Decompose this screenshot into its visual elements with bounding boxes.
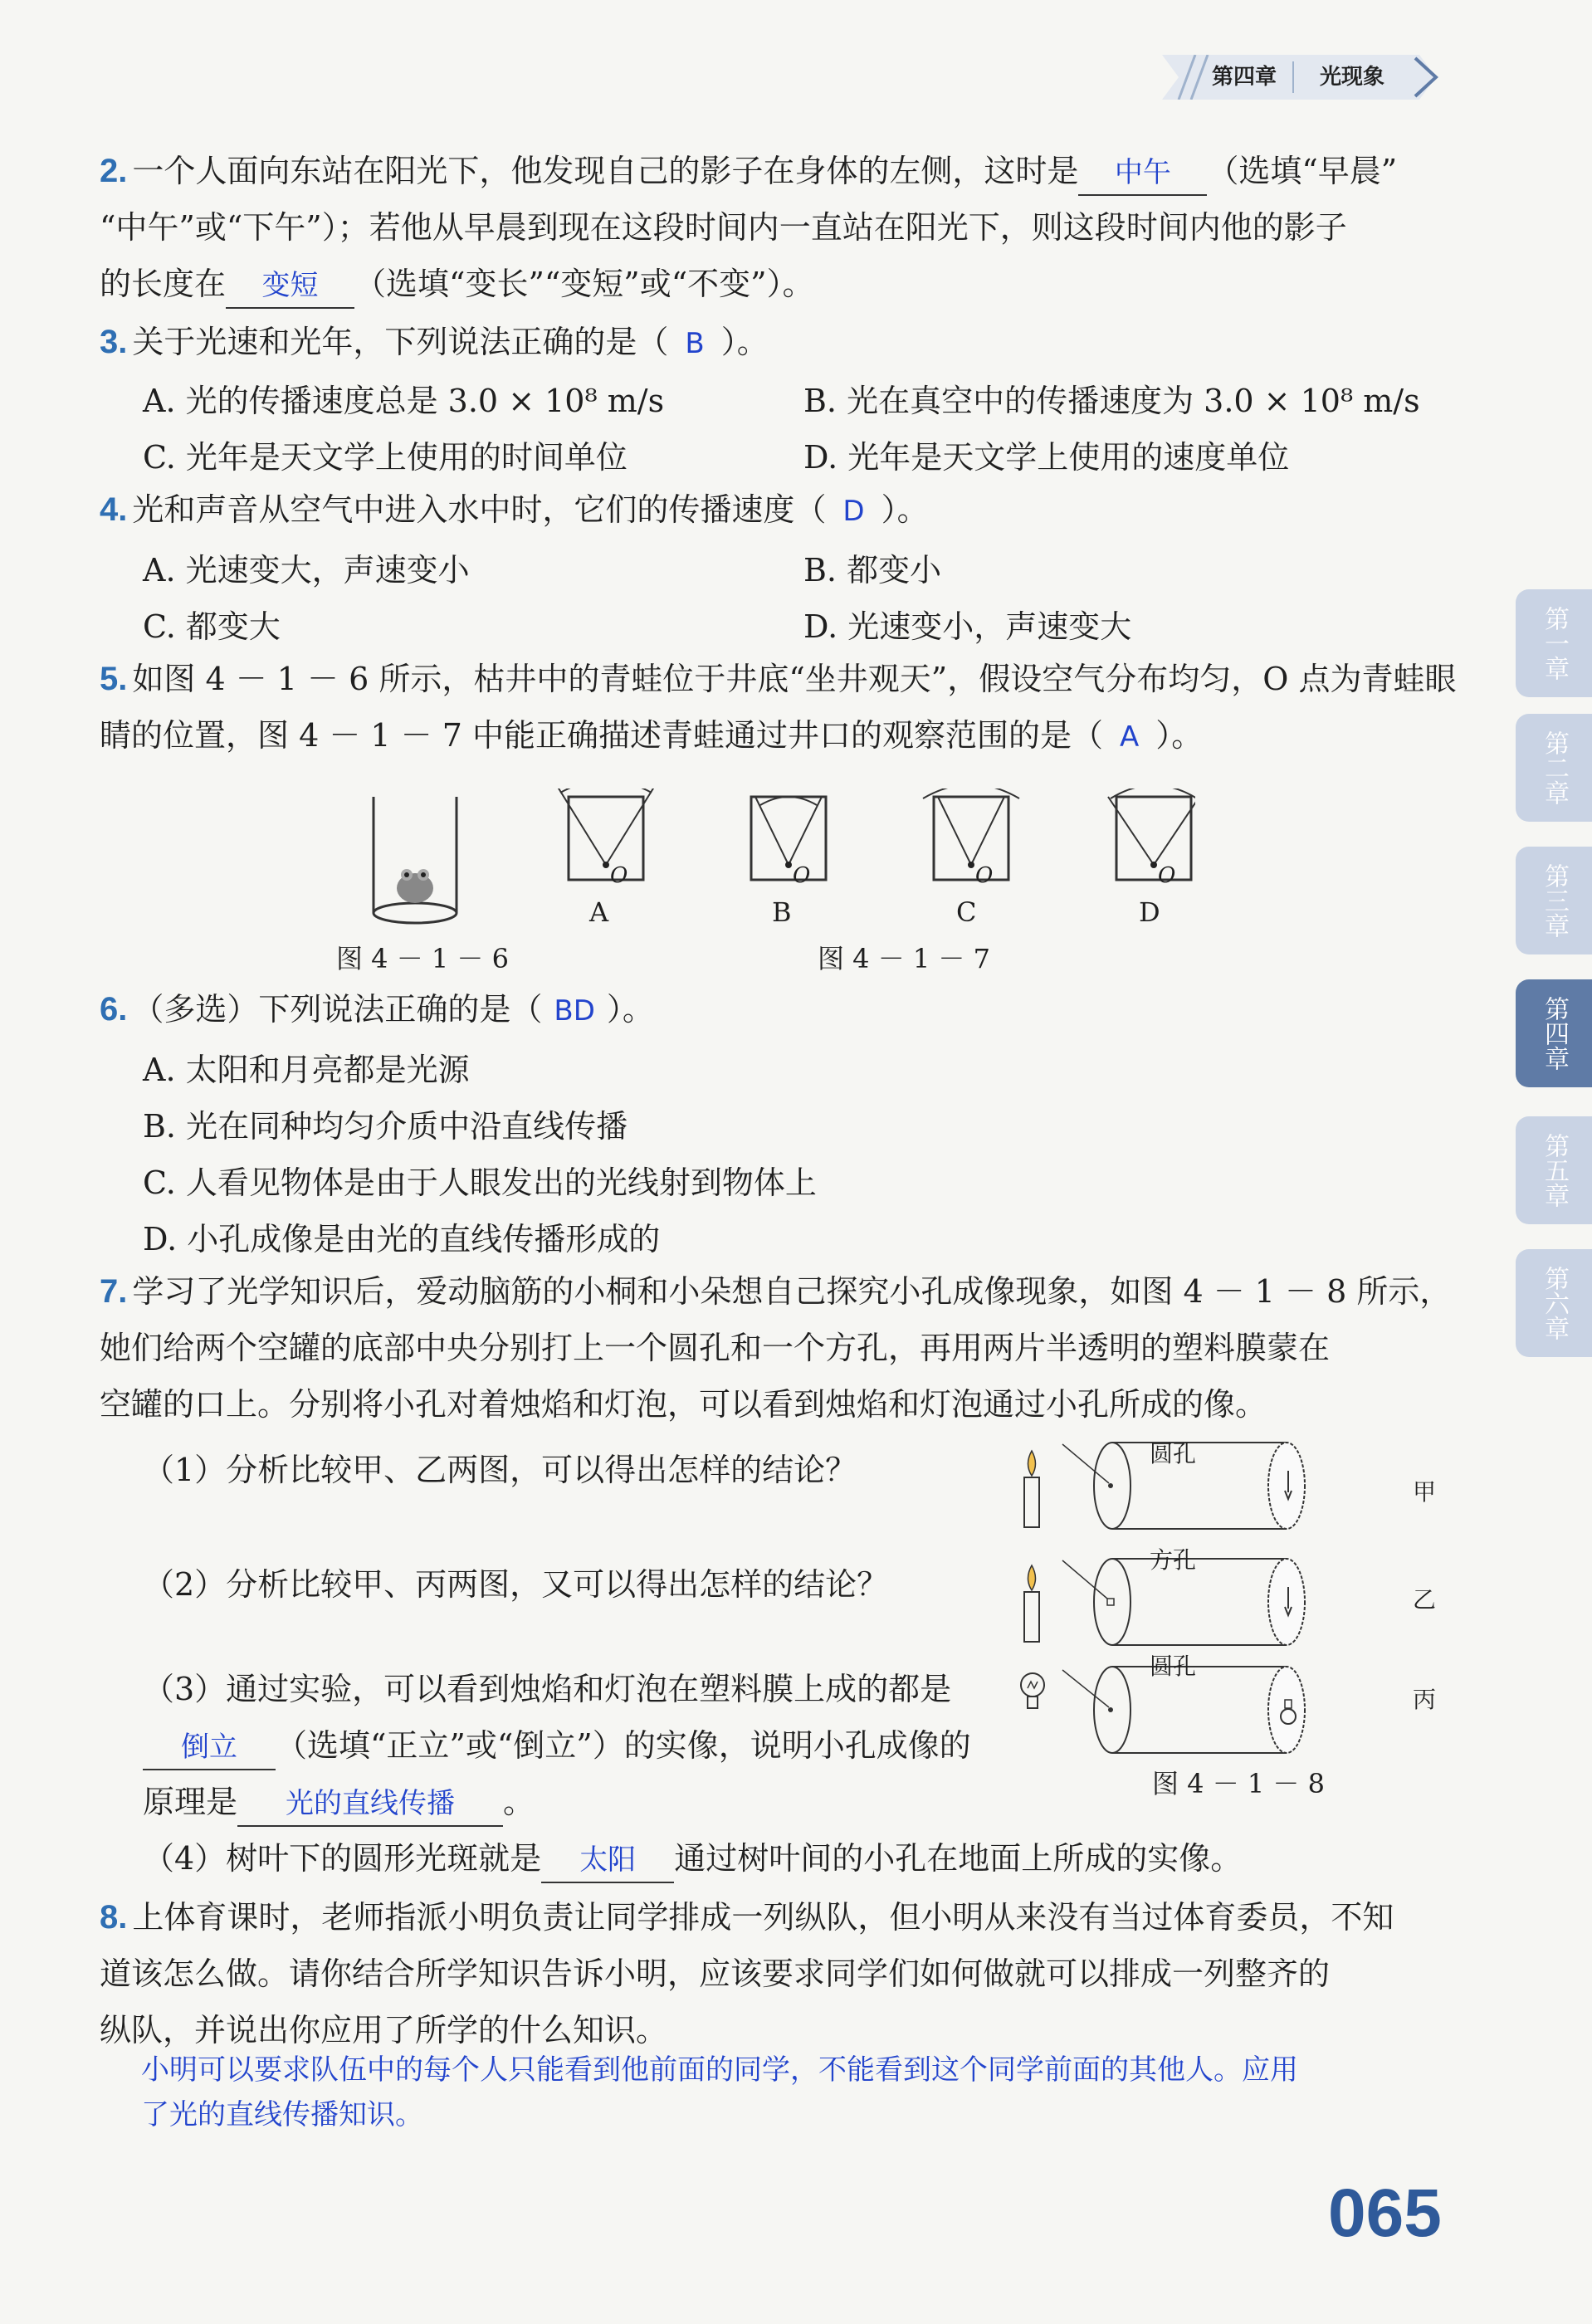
- option-d-label: D: [1139, 896, 1160, 928]
- q5-text1: 如图 4 － 1 － 6 所示，枯井中的青蛙位于井底“坐井观天”，假设空气分布均匀，O 点为青蛙眼: [132, 661, 1457, 697]
- header-decoration: [1145, 55, 1444, 100]
- q4-option-d: D. 光速变小，声速变大: [803, 608, 1132, 645]
- q7-sub3-text-c: 原理是: [143, 1784, 238, 1820]
- q4-answer: D: [842, 495, 865, 528]
- q3-answer: B: [685, 327, 705, 360]
- q2-text1: 一个人面向东站在阳光下，他发现自己的影子在身体的左侧，这时是: [132, 153, 1079, 189]
- q2-line1: [100, 143, 1444, 199]
- q7-sub4-text-a: （4）树叶下的圆形光斑就是: [143, 1840, 542, 1877]
- q6-number: 6.: [100, 991, 128, 1028]
- can-1-hole-label: 圆孔: [1150, 1440, 1197, 1467]
- tab-chapter-5[interactable]: 第五章: [1516, 1116, 1592, 1224]
- tab-chapter-1[interactable]: 第一章: [1516, 589, 1592, 697]
- q3-text-a: 关于光速和光年，下列说法正确的是（: [132, 324, 669, 360]
- light-bulb-figure: [1021, 1673, 1044, 1708]
- pinhole-cans-figure: [1013, 1436, 1444, 1768]
- q6-stem: [100, 981, 1444, 1039]
- q6-option-b: B. 光在同种均匀介质中沿直线传播: [143, 1108, 628, 1145]
- q3-number: 3.: [100, 324, 128, 360]
- q6-answer: BD: [554, 994, 595, 1028]
- q5-answer: A: [1120, 720, 1140, 754]
- can-2-hole-label: 方孔: [1150, 1546, 1197, 1574]
- q7-sub4-answer-blank: [541, 1842, 674, 1883]
- q8-answer-line1: 小明可以要求队伍中的每个人只能看到他前面的同学，不能看到这个同学前面的其他人。应用: [141, 2053, 1298, 2087]
- option-d-figure: [1108, 788, 1195, 880]
- q7-sub4-text-b: 通过树叶间的小孔在地面上所成的实像。: [674, 1840, 1243, 1877]
- q6-text-b: ）。: [606, 991, 654, 1028]
- q7-sub3-answer1-blank: [143, 1729, 276, 1770]
- q8-text1: 上体育课时，老师指派小明负责让同学排成一列纵队，但小明从来没有当过体育委员，不知: [132, 1899, 1394, 1936]
- well-with-frog-figure: [374, 797, 457, 923]
- q7-sub3-answer1: 倒立: [181, 1731, 237, 1764]
- q5-line2: [100, 707, 1444, 765]
- fig-4-1-8-caption: 图 4 － 1 － 8: [1152, 1768, 1325, 1799]
- q5-text2a: 睛的位置，图 4 － 1 － 7 中能正确描述青蛙通过井口的观察范围的是（: [100, 717, 1104, 754]
- q6-option-a: A. 太阳和月亮都是光源: [143, 1052, 470, 1088]
- q3-stem: [100, 314, 1444, 372]
- q8-answer-line2: 了光的直线传播知识。: [141, 2098, 423, 2131]
- q8-line1: [100, 1889, 1444, 1946]
- q4-option-c: C. 都变大: [143, 608, 281, 645]
- q7-line2: 她们给两个空罐的底部中央分别打上一个圆孔和一个方孔，再用两片半透明的塑料膜蒙在: [100, 1330, 1331, 1366]
- q7-sub1: （1）分析比较甲、乙两图，可以得出怎样的结论？: [143, 1452, 857, 1488]
- header-title: 光现象: [1320, 65, 1385, 90]
- q4-number: 4.: [100, 491, 128, 528]
- tab-chapter-3[interactable]: 第三章: [1516, 847, 1592, 954]
- q7-sub3-answer2: 光的直线传播: [286, 1787, 456, 1820]
- q2-number: 2.: [100, 153, 128, 189]
- q2-text1b: （选填“早晨”: [1207, 153, 1398, 189]
- q3-option-b: B. 光在真空中的传播速度为 3.0 × 10⁸ m/s: [803, 383, 1420, 419]
- q7-line1: [100, 1263, 1452, 1320]
- option-a-label: A: [589, 896, 609, 928]
- q7-sub4: [143, 1833, 1242, 1883]
- q3-text-b: ）。: [720, 324, 769, 360]
- q2-text3b: （选填“变长”“变短”或“不变”）。: [354, 266, 814, 302]
- q7-sub2: （2）分析比较甲、丙两图，又可以得出怎样的结论？: [143, 1566, 889, 1603]
- q2-answer1: 中午: [1114, 156, 1171, 189]
- q7-line3: 空罐的口上。分别将小孔对着烛焰和灯泡，可以看到烛焰和灯泡通过小孔所成的像。: [100, 1386, 1267, 1423]
- option-c-figure: [923, 788, 1019, 880]
- q7-number: 7.: [100, 1273, 128, 1310]
- can-3-hole-label: 圆孔: [1150, 1653, 1197, 1680]
- q7-sub3-text-b: （选填“正立”或“倒立”）的实像，说明小孔成像的: [276, 1727, 971, 1764]
- option-a-o-label: O: [610, 863, 628, 888]
- q3-option-d: D. 光年是天文学上使用的速度单位: [803, 439, 1290, 476]
- q7-sub3-line1: （3）通过实验，可以看到烛焰和灯泡在塑料膜上成的都是: [143, 1671, 952, 1707]
- option-d-o-label: O: [1158, 863, 1176, 888]
- q3-option-c: C. 光年是天文学上使用的时间单位: [143, 439, 628, 476]
- q6-option-c: C. 人看见物体是由于人眼发出的光线射到物体上: [143, 1164, 817, 1201]
- header-chapter: 第四章: [1212, 65, 1277, 90]
- header-bar: [1145, 55, 1444, 100]
- q4-text-a: 光和声音从空气中进入水中时，它们的传播速度（: [132, 491, 827, 528]
- option-b-figure: [751, 797, 826, 880]
- q4-text-b: ）。: [881, 491, 929, 528]
- q2-answer2-blank: [226, 267, 354, 309]
- option-b-label: B: [772, 896, 792, 928]
- q2-line2: “中午”或“下午”）；若他从早晨到现在这段时间内一直站在阳光下，则这段时间内他的影子: [100, 209, 1347, 246]
- option-c-label: C: [956, 896, 977, 928]
- q5-line1: [100, 651, 1457, 707]
- fig-4-1-6-caption: 图 4 － 1 － 6: [336, 943, 509, 974]
- q7-sub3-text-d: 。: [503, 1784, 535, 1820]
- can-2-tag: 乙: [1413, 1586, 1437, 1614]
- q7-sub4-answer: 太阳: [579, 1843, 637, 1877]
- q5-figures: [365, 788, 1195, 954]
- q6-text-a: （多选）下列说法正确的是（: [132, 991, 543, 1028]
- candle-1-figure: [1024, 1451, 1039, 1527]
- q7-sub3-answer2-blank: [237, 1785, 503, 1827]
- candle-2-figure: [1024, 1565, 1039, 1642]
- tab-chapter-2[interactable]: 第二章: [1516, 714, 1592, 822]
- q8-line2: 道该怎么做。请你结合所学知识告诉小明，应该要求同学们如何做就可以排成一列整齐的: [100, 1955, 1331, 1992]
- option-a-figure: [556, 788, 656, 880]
- option-c-o-label: O: [975, 863, 994, 888]
- q7-text1: 学习了光学知识后，爱动脑筋的小桐和小朵想自己探究小孔成像现象，如图 4 － 1 － 8 所示，: [132, 1273, 1452, 1310]
- q2-text3a: 的长度在: [100, 266, 227, 302]
- q8-number: 8.: [100, 1899, 128, 1936]
- q5-text2b: ）。: [1155, 717, 1204, 754]
- q4-option-a: A. 光速变大，声速变小: [143, 552, 470, 588]
- q5-number: 5.: [100, 661, 128, 697]
- can-1-tag: 甲: [1413, 1478, 1437, 1506]
- q7-sub3-line2: [143, 1720, 971, 1770]
- q2-answer2: 变短: [261, 269, 319, 302]
- option-b-o-label: O: [793, 863, 811, 888]
- q3-option-a: A. 光的传播速度总是 3.0 × 10⁸ m/s: [143, 383, 665, 419]
- q2-answer1-blank: [1078, 154, 1207, 196]
- q4-option-b: B. 都变小: [803, 552, 942, 588]
- can-3-tag: 丙: [1413, 1686, 1437, 1713]
- q6-option-d: D. 小孔成像是由光的直线传播形成的: [143, 1221, 661, 1257]
- q8-line3: 纵队，并说出你应用了所学的什么知识。: [100, 2012, 668, 2048]
- q2-line3: [100, 256, 1444, 312]
- q4-stem: [100, 481, 1444, 540]
- fig-4-1-7-caption: 图 4 － 1 － 7: [818, 943, 990, 974]
- page-number: 065: [1328, 2175, 1442, 2251]
- tab-chapter-4[interactable]: 第四章: [1516, 979, 1592, 1087]
- tab-chapter-6[interactable]: 第六章: [1516, 1249, 1592, 1357]
- q7-sub3-line3: [143, 1776, 535, 1827]
